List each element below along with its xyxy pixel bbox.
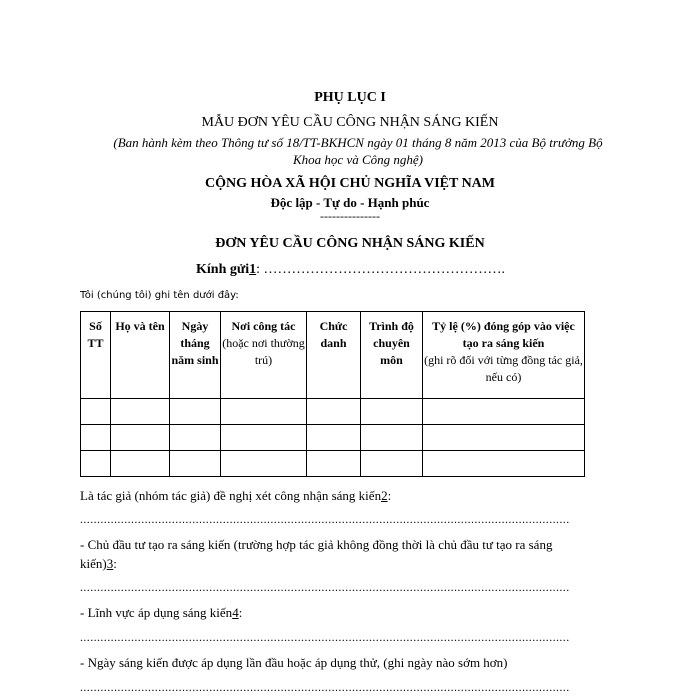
recipient-dots: : ……………………………………………. <box>256 262 506 277</box>
investor-line-1: - Chủ đầu tư tạo ra sáng kiến (trường hợp tác giả không đồng thời là chủ đầu tư tạo ra sáng <box>80 537 553 552</box>
table-cell[interactable] <box>423 425 585 451</box>
table-cell[interactable] <box>361 399 423 425</box>
investor-dotted-line[interactable]: ................................................................................................................................................ <box>80 580 570 594</box>
field-dotted-line[interactable]: ................................................................................................................................................ <box>80 630 570 644</box>
table-row <box>81 399 585 425</box>
table-cell[interactable] <box>81 399 111 425</box>
table-row <box>81 425 585 451</box>
table-cell[interactable] <box>307 399 361 425</box>
table-cell[interactable] <box>81 451 111 477</box>
date-dotted-line[interactable]: ................................................................................................................................................ <box>80 680 570 694</box>
table-cell[interactable] <box>221 399 307 425</box>
authors-table <box>80 311 585 477</box>
table-cell[interactable] <box>423 451 585 477</box>
investor-line-2: kiến)3: <box>80 556 117 571</box>
table-cell[interactable] <box>111 399 170 425</box>
table-row <box>81 451 585 477</box>
table-cell[interactable] <box>111 425 170 451</box>
recipient-footnote: 1 <box>249 262 257 277</box>
national-motto: Độc lập - Tự do - Hạnh phúc <box>270 195 430 210</box>
country-name: CỘNG HÒA XÃ HỘI CHỦ NGHĨA VIỆT NAM <box>204 176 495 191</box>
issued-note-line-1: (Ban hành kèm theo Thông tư số 18/TT-BKHCN ngày 01 tháng 8 năm 2013 của Bộ trưởng Bộ <box>113 135 603 150</box>
table-header-row <box>81 312 585 399</box>
table-cell[interactable] <box>307 451 361 477</box>
table-cell[interactable] <box>307 425 361 451</box>
table-cell[interactable] <box>170 451 221 477</box>
motto-divider: --------------- <box>320 209 380 223</box>
recipient-label: Kính gửi <box>196 262 250 277</box>
table-cell[interactable] <box>170 425 221 451</box>
date-line: - Ngày sáng kiến được áp dụng lần đầu hoặc áp dụng thử, (ghi ngày nào sớm hơn) <box>80 655 508 670</box>
table-cell[interactable] <box>170 399 221 425</box>
col-header-title: Chức danh <box>307 312 361 399</box>
document-title: ĐƠN YÊU CẦU CÔNG NHẬN SÁNG KIẾN <box>215 236 485 251</box>
author-footnote: 2 <box>381 488 388 503</box>
appendix-heading: PHỤ LỤC I <box>314 90 386 105</box>
col-header-number: Số TT <box>81 312 111 399</box>
table-cell[interactable] <box>423 399 585 425</box>
col-header-qualification: Trình độ chuyên môn <box>361 312 423 399</box>
issued-note-line-2: Khoa học và Công nghệ) <box>293 152 423 167</box>
field-line: - Lĩnh vực áp dụng sáng kiến4: <box>80 605 243 620</box>
field-footnote: 4 <box>232 605 239 620</box>
col-header-birthdate: Ngày tháng năm sinh <box>170 312 221 399</box>
intro-text: Tôi (chúng tôi) ghi tên dưới đây: <box>80 290 239 301</box>
table-cell[interactable] <box>111 451 170 477</box>
table-cell[interactable] <box>361 425 423 451</box>
investor-footnote: 3 <box>106 556 114 571</box>
col-header-name: Họ và tên <box>111 312 170 399</box>
col-header-contribution: Tỷ lệ (%) đóng góp vào việc tạo ra sáng kiến (ghi rõ đối với từng đồng tác giả, nếu có) <box>423 312 585 399</box>
table-cell[interactable] <box>221 451 307 477</box>
table-cell[interactable] <box>221 425 307 451</box>
author-dotted-line[interactable]: ................................................................................................................................................ <box>80 512 570 526</box>
recipient-line <box>196 262 505 278</box>
form-name: MẪU ĐƠN YÊU CẦU CÔNG NHẬN SÁNG KIẾN <box>201 115 499 130</box>
table-cell[interactable] <box>81 425 111 451</box>
table-cell[interactable] <box>361 451 423 477</box>
author-request-line: Là tác giả (nhóm tác giả) đề nghị xét công nhận sáng kiến2: <box>80 488 392 503</box>
col-header-workplace: Nơi công tác (hoặc nơi thường trú) <box>221 312 307 399</box>
